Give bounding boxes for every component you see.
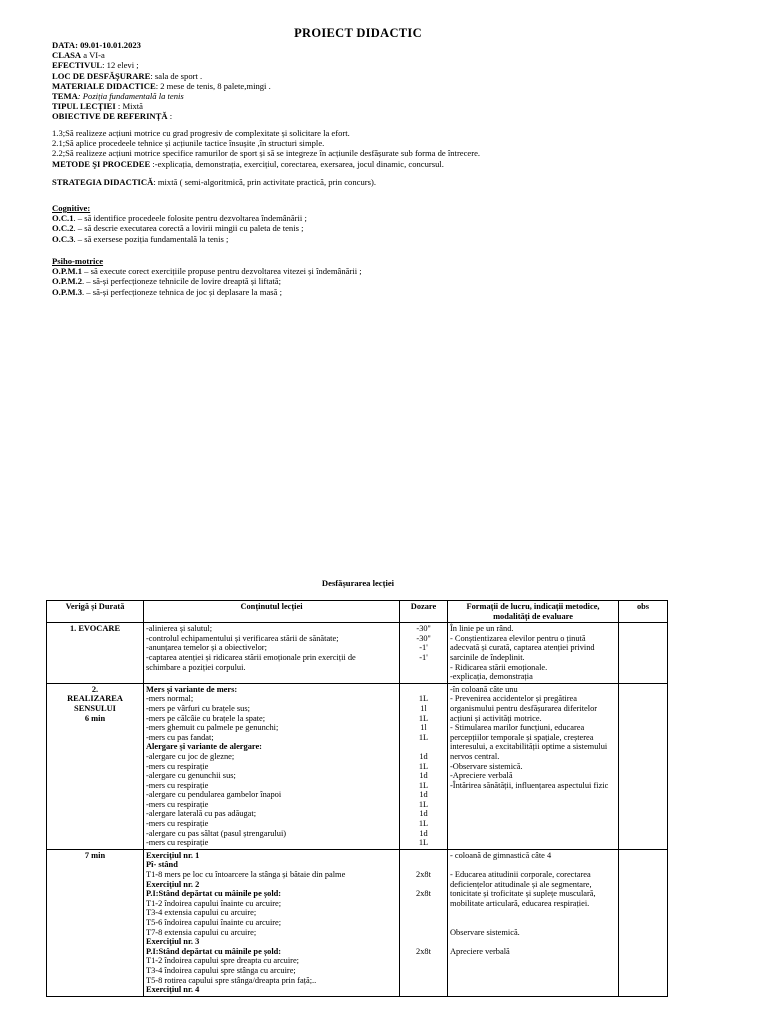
method-line bbox=[450, 908, 616, 918]
stage-text: REALIZAREA bbox=[67, 694, 123, 704]
method-line: - coloană de gimnastică câte 4 bbox=[450, 850, 552, 860]
method-line: - Conștientizarea elevilor pentru o ținută adecvată și curată, captarea atenției privind sarcinile de îndeplinit. bbox=[450, 633, 595, 662]
dosage-value bbox=[402, 685, 445, 695]
content-line: Pî- stând bbox=[146, 860, 178, 870]
content-line: -mers cu respirație bbox=[146, 819, 209, 829]
method-line: -Apreciere verbală bbox=[450, 771, 513, 781]
dosage-value: 1d bbox=[419, 790, 428, 800]
method-line: -Întărirea sănătății, influențarea aspectului fizic bbox=[450, 780, 609, 790]
dosage-value bbox=[402, 976, 445, 986]
dosage-cell bbox=[400, 683, 448, 849]
header-label: LOC DE DESFĂŞURARE bbox=[52, 70, 151, 81]
header-value: : sala de sport . bbox=[150, 70, 203, 81]
dosage-value: 1d bbox=[419, 751, 428, 761]
header-value: : 2 mese de tenis, 8 palete,mingi . bbox=[155, 80, 271, 91]
dosage-value: 1l bbox=[420, 703, 427, 713]
stage-text: 6 min bbox=[84, 713, 106, 723]
objective-text: . – să descrie executarea corectă a lovirii mingii cu paleta de tenis ; bbox=[73, 223, 304, 234]
content-line: -mers ghemuit cu palmele pe genunchi; bbox=[146, 723, 279, 733]
methods-cell bbox=[448, 683, 619, 849]
method-line: -în coloană câte unu bbox=[450, 684, 518, 694]
content-line: T3-4 îndoirea capului spre stânga cu arcuire; bbox=[146, 965, 296, 975]
content-line: -mers cu respirație bbox=[146, 838, 209, 848]
column-header: Conținutul lecției bbox=[144, 601, 400, 623]
method-line bbox=[450, 918, 616, 928]
objective-code: O.C.2 bbox=[52, 223, 74, 234]
dosage-value: 1L bbox=[418, 694, 429, 704]
method-line: Observare sistemică. bbox=[450, 927, 520, 937]
document-title: PROIECT DIDACTIC bbox=[294, 26, 422, 40]
dosage-value: -30'' bbox=[416, 624, 431, 634]
obs-cell bbox=[619, 683, 668, 849]
dosage-cell bbox=[400, 623, 448, 684]
dosage-value: -30'' bbox=[416, 633, 431, 643]
table-row bbox=[47, 623, 668, 684]
header-label: OBIECTIVE DE REFERINȚĂ bbox=[52, 111, 168, 122]
content-cell bbox=[144, 849, 400, 996]
strategy-line bbox=[52, 177, 732, 187]
stage-text: SENSULUI bbox=[74, 703, 116, 713]
dosage-value bbox=[402, 966, 445, 976]
psychomotor-heading: Psiho-motrice bbox=[52, 256, 104, 266]
methods-value: :-explicația, demonstrația, exercițiul, corectarea, exersarea, jocul dinamic, concursul. bbox=[150, 159, 444, 169]
psychomotor-objectives bbox=[52, 256, 732, 297]
header-line bbox=[52, 101, 732, 111]
methods-cell bbox=[448, 623, 619, 684]
dosage-value bbox=[402, 880, 445, 890]
stage-cell bbox=[47, 623, 144, 684]
content-line: -alinierea și salutul; bbox=[146, 624, 213, 634]
dosage-value bbox=[402, 985, 445, 995]
dosage-value: 1d bbox=[419, 809, 428, 819]
dosage-value: 2x8t bbox=[416, 946, 431, 956]
objective-code: O.P.M.2 bbox=[52, 276, 82, 287]
header-line bbox=[52, 50, 732, 60]
content-line: P.I:Stând depărtat cu mâinile pe șold: bbox=[146, 946, 282, 956]
content-line: -mers cu respirație bbox=[146, 780, 209, 790]
objective-code: O.C.3 bbox=[52, 233, 74, 244]
objective-text: . – să-și perfecționeze tehnica de joc și deplasare la masă ; bbox=[82, 286, 282, 297]
dosage-value: 1L bbox=[418, 799, 429, 809]
table-row bbox=[47, 683, 668, 849]
content-line: T1-2 îndoirea capului spre dreapta cu arcuire; bbox=[146, 956, 300, 966]
dosage-value: 1l bbox=[420, 723, 427, 733]
method-line: - Prevenirea accidentelor și pregătirea organismului pentru desfășurarea diferitelor acțiuni și activități motrice. bbox=[450, 694, 598, 723]
content-line: -mers cu respirație bbox=[146, 799, 209, 809]
dosage-value bbox=[402, 937, 445, 947]
objective-item: 1.3;Să realizeze acțiuni motrice cu grad progresiv de complexitate și solicitare la efort. bbox=[52, 128, 350, 138]
content-line: T5-8 rotirea capului spre stânga/dreapta prin față;.. bbox=[146, 975, 317, 985]
objective-code: O.P.M.1 bbox=[52, 266, 82, 277]
header-label: MATERIALE DIDACTICE bbox=[52, 80, 156, 91]
header-value: : Mixtă bbox=[115, 101, 143, 112]
lesson-section-title: Desfășurarea lecției bbox=[321, 578, 395, 588]
method-line: -Observare sistemică. bbox=[450, 761, 523, 771]
objective-code: O.C.1 bbox=[52, 213, 74, 224]
dosage-value: -1' bbox=[419, 643, 428, 653]
dosage-value: 2x8t bbox=[416, 889, 431, 899]
column-header: Verigă și Durată bbox=[47, 601, 144, 623]
header-line bbox=[52, 111, 732, 121]
dosage-value: 1L bbox=[418, 761, 429, 771]
content-line: -alergare cu joc de glezne; bbox=[146, 751, 235, 761]
cognitive-item bbox=[52, 213, 732, 223]
content-line: -alergare laterală cu pas adăugat; bbox=[146, 809, 257, 819]
objectives-list bbox=[52, 128, 732, 159]
table-row bbox=[47, 849, 668, 996]
content-line: -mers pe călcâie cu brațele la spate; bbox=[146, 713, 266, 723]
content-line: -mers normal; bbox=[146, 694, 194, 704]
objective-text: – să execute corect exercițiile propuse pentru dezvoltarea vitezei și îndemânării ; bbox=[82, 266, 362, 277]
dosage-value: 1L bbox=[418, 838, 429, 848]
dosage-cell bbox=[400, 849, 448, 996]
header-value: : bbox=[167, 111, 173, 122]
dosage-value bbox=[402, 928, 445, 938]
method-line: Apreciere verbală bbox=[450, 946, 510, 956]
dosage-value bbox=[402, 908, 445, 918]
content-line: Mers și variante de mers: bbox=[146, 684, 238, 694]
dosage-value: 1L bbox=[418, 780, 429, 790]
content-line: -captarea atenției și ridicarea stării emoționale prin exerciții de bbox=[146, 652, 356, 662]
method-line: - Educarea atitudinii corporale, corectarea deficiențelor atitudinale și ale segmentare, tonicitate și troficitate și suplețe musculară, mobilitate articulară, educarea respirației. bbox=[450, 870, 596, 908]
objective-text: . – să-și perfecționeze tehnicile de lovire dreaptă și liftată; bbox=[82, 276, 281, 287]
content-cell bbox=[144, 623, 400, 684]
dosage-value bbox=[402, 742, 445, 752]
content-line: Alergare și variante de alergare: bbox=[146, 742, 262, 752]
header-line bbox=[52, 60, 732, 70]
psychomotor-item bbox=[52, 276, 732, 286]
column-header: Formații de lucru, indicații metodice, modalități de evaluare bbox=[448, 601, 619, 623]
method-line: În linie pe un rând. bbox=[450, 624, 514, 634]
cognitive-heading: Cognitive: bbox=[52, 203, 91, 213]
header-line bbox=[52, 81, 732, 91]
obs-cell bbox=[619, 849, 668, 996]
dosage-value bbox=[402, 918, 445, 928]
dosage-value bbox=[402, 851, 445, 861]
header-label: CLASA bbox=[52, 50, 82, 61]
stage-text: 1. EVOCARE bbox=[69, 624, 121, 634]
dosage-value bbox=[402, 899, 445, 909]
dosage-value: 2x8t bbox=[416, 870, 431, 880]
header-value: a VI-a bbox=[81, 50, 105, 61]
lesson-table bbox=[46, 600, 668, 997]
psychomotor-item bbox=[52, 287, 732, 297]
objective-item: 2.1;Să aplice procedeele tehnice și acțiunile tactice însușite ,în structuri simple. bbox=[52, 138, 325, 149]
cognitive-objectives bbox=[52, 203, 732, 244]
content-line: -alergare cu pas săltat (pasul ștrengarului) bbox=[146, 828, 287, 838]
content-line: -alergare cu pendularea gambelor înapoi bbox=[146, 790, 282, 800]
content-line: -anunțarea temelor și a obiectivelor; bbox=[146, 643, 267, 653]
methods-label: METODE ŞI PROCEDEE bbox=[52, 159, 151, 169]
content-line: -controlul echipamentului și verificarea stării de sănătate; bbox=[146, 633, 339, 643]
content-line: -mers cu respirație bbox=[146, 761, 209, 771]
header-line bbox=[52, 91, 732, 101]
method-line: - Ridicarea stării emoționale. bbox=[450, 662, 548, 672]
content-line: T7-8 extensia capului cu arcuire; bbox=[146, 927, 257, 937]
header-label: TEMA bbox=[52, 91, 78, 102]
header-label: TIPUL LECȚIEI bbox=[52, 101, 116, 112]
method-line bbox=[450, 937, 616, 947]
header-value: : 12 elevi ; bbox=[102, 60, 139, 71]
dosage-value bbox=[402, 956, 445, 966]
obs-cell bbox=[619, 623, 668, 684]
psychomotor-item bbox=[52, 266, 732, 276]
dosage-value: 1d bbox=[419, 771, 428, 781]
dosage-value: 1L bbox=[418, 732, 429, 742]
content-line: -mers pe vârfuri cu brațele sus; bbox=[146, 703, 250, 713]
objective-item: 2.2;Să realizeze acțiuni motrice specifice ramurilor de sport și să se integreze în acțiunile desfășurate sub forma de întrecere. bbox=[52, 148, 481, 159]
content-line: -alergare cu genunchii sus; bbox=[146, 771, 236, 781]
header-line bbox=[52, 71, 732, 81]
header-line bbox=[52, 40, 732, 50]
dosage-value: 1L bbox=[418, 819, 429, 829]
content-line: schimbare a poziției corpului. bbox=[146, 662, 246, 672]
methods-line bbox=[52, 159, 732, 169]
content-line: Exercițiul nr. 4 bbox=[146, 985, 200, 995]
content-line: T1-2 îndoirea capului înainte cu arcuire; bbox=[146, 898, 282, 908]
header-value: 09.01-10.01.2023 bbox=[77, 40, 141, 50]
header-label: EFECTIVUL bbox=[52, 60, 103, 71]
header-value: : Poziția fundamentală la tenis bbox=[77, 91, 184, 102]
content-line: P.I:Stând depărtat cu mâinile pe șold: bbox=[146, 889, 282, 899]
method-line bbox=[450, 860, 616, 870]
stage-text: 2. bbox=[91, 684, 99, 694]
content-line: T3-4 extensia capului cu arcuire; bbox=[146, 908, 257, 918]
content-cell bbox=[144, 683, 400, 849]
dosage-value: 1L bbox=[418, 713, 429, 723]
objective-text: . – să exersese poziția fundamentală la tenis ; bbox=[73, 233, 229, 244]
column-header: Dozare bbox=[400, 601, 448, 623]
method-line: - Stimularea marilor funcțiuni, educarea percepțiilor temporale și spațiale, creșterea interesului, a excitabilității optime a sistemului nervos central. bbox=[450, 723, 608, 761]
content-line: T5-6 îndoirea capului înainte cu arcuire; bbox=[146, 918, 282, 927]
methods-cell bbox=[448, 849, 619, 996]
cognitive-item bbox=[52, 223, 732, 233]
content-line: Exercițiul nr. 2 bbox=[146, 879, 200, 889]
dosage-value: 1d bbox=[419, 828, 428, 838]
content-line: T1-8 mers pe loc cu întoarcere la stânga și bătaie din palme bbox=[146, 870, 346, 880]
content-line: Exercițiul nr. 1 bbox=[146, 850, 200, 860]
stage-cell bbox=[47, 849, 144, 996]
content-line: Exercițiul nr. 3 bbox=[146, 937, 200, 947]
column-header: obs bbox=[619, 601, 668, 623]
cognitive-item bbox=[52, 234, 732, 244]
strategy-value: : mixtă ( semi-algoritmică, prin activitate practică, prin concurs). bbox=[153, 177, 376, 187]
dosage-value: -1' bbox=[419, 652, 428, 662]
strategy-label: STRATEGIA DIDACTICĂ bbox=[52, 177, 154, 187]
dosage-value bbox=[402, 860, 445, 870]
header-label: DATA: bbox=[52, 40, 78, 50]
method-line: -explicația, demonstrația bbox=[450, 672, 533, 682]
header-info bbox=[52, 40, 732, 122]
objective-text: . – să identifice procedeele folosite pentru dezvoltarea îndemânării ; bbox=[73, 213, 307, 224]
stage-text: 7 min bbox=[84, 850, 106, 860]
objective-code: O.P.M.3 bbox=[52, 286, 82, 297]
content-line: -mers cu pas fandat; bbox=[146, 732, 214, 742]
stage-cell bbox=[47, 683, 144, 849]
table-header-row bbox=[47, 601, 668, 623]
